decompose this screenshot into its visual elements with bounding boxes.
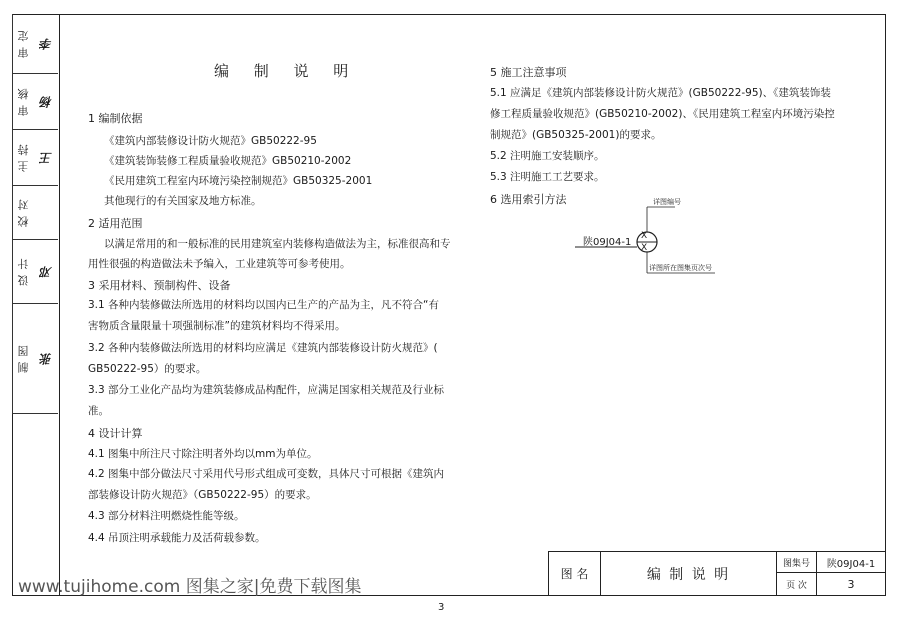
title-block (548, 551, 886, 596)
sidebar-row (12, 74, 58, 130)
text-line: 4.4 吊顶注明承载能力及活荷载参数。 (88, 532, 266, 544)
section-heading: 5 施工注意事项 (490, 66, 567, 79)
page-label: 页 次 (777, 573, 817, 595)
watermark: www.tujihome.com 图集之家|免费下载图集 (18, 577, 362, 597)
section-heading: 4 设计计算 (88, 427, 143, 440)
page-number: 3 (438, 602, 445, 613)
sidebar-row (12, 240, 58, 304)
text-line: 害物质含量限量十项强制标准”的建筑材料均不得采用。 (88, 320, 346, 332)
atlas-code-label: 陕09J04-1 (583, 237, 632, 248)
sidebar-label: 制 图 (12, 304, 35, 413)
sidebar-row (12, 130, 58, 186)
text-line: 3.3 部分工业化产品均为建筑装修成品构配件，应满足国家相关规范及行业标 (88, 384, 445, 396)
page-value: 3 (847, 577, 855, 591)
text-line: 5.1 应满足《建筑内部装修设计防火规范》(GB50222-95)、《建筑装饰装 (490, 87, 831, 99)
sidebar-row (12, 304, 58, 414)
index-mark-upper: X (641, 231, 648, 241)
text-line: 部装修设计防火规范》（GB50222-95）的要求。 (88, 489, 317, 501)
section-heading: 3 采用材料、预制构件、设备 (88, 279, 231, 292)
atlas-number-value: 陕09J04-1 (817, 552, 885, 573)
signature: 邓 (39, 265, 54, 278)
sidebar-label: 审 核 (12, 74, 35, 129)
signature: 张 (39, 352, 54, 365)
text-line: 5.2 注明施工安装顺序。 (490, 150, 605, 162)
text-line: 《建筑装饰装修工程质量验收规范》GB50210-2002 (104, 155, 352, 167)
text-line: 4.3 部分材料注明燃烧性能等级。 (88, 510, 245, 522)
atlas-number-label: 图集号 (777, 552, 817, 573)
text-line: 3.1 各种内装修做法所选用的材料均以国内已生产的产品为主，凡不符合“有 (88, 299, 439, 311)
section-heading: 2 适用范围 (88, 217, 143, 230)
detail-page-label: 详图所在图集页次号 (649, 264, 712, 272)
text-line: 准。 (88, 405, 109, 417)
signature (34, 186, 58, 239)
text-line: 《民用建筑工程室内环境污染控制规范》GB50325-2001 (104, 175, 373, 187)
sidebar-label: 主 持 (12, 130, 35, 185)
text-line: 3.2 各种内装修做法所选用的材料均应满足《建筑内部装修设计防火规范》( (88, 342, 438, 354)
text-line: 制规范》(GB50325-2001)的要求。 (490, 129, 662, 141)
page-title: 编 制 说 明 (214, 62, 359, 80)
title-block-name: 编 制 说 明 (601, 552, 777, 595)
text-line: 4.1 图集中所注尺寸除注明者外均以mm为单位。 (88, 448, 318, 460)
sidebar-label: 设 计 (12, 240, 35, 303)
index-mark-lower: X (641, 243, 648, 253)
section-heading: 1 编制依据 (88, 112, 143, 125)
sidebar-row (12, 186, 58, 240)
sidebar-label: 审 定 (12, 14, 35, 73)
signature: 杨 (39, 95, 54, 108)
text-line: 修工程质量验收规范》(GB50210-2002)、《民用建筑工程室内环境污染控 (490, 108, 835, 120)
signature: 李 (39, 37, 54, 50)
sidebar-row (12, 14, 58, 74)
signature: 王 (39, 151, 54, 164)
text-line: 《建筑内部装修设计防火规范》GB50222-95 (104, 135, 317, 147)
text-line: 其他现行的有关国家及地方标准。 (104, 195, 262, 207)
title-block-name-label: 图 名 (549, 552, 601, 595)
index-diagram (575, 195, 745, 275)
text-line: GB50222-95）的要求。 (88, 363, 207, 375)
sidebar-label: 校 对 (12, 186, 35, 239)
text-line: 用性很强的构造做法未予编入，工业建筑等可参考使用。 (88, 258, 351, 270)
signature-sidebar (12, 14, 60, 596)
text-line: 4.2 图集中部分做法尺寸采用代号形式组成可变数，具体尺寸可根据《建筑内 (88, 468, 445, 480)
section-heading: 6 选用索引方法 (490, 193, 567, 206)
text-line: 5.3 注明施工工艺要求。 (490, 171, 605, 183)
detail-number-label: 详图编号 (653, 198, 681, 206)
text-line: 以满足常用的和一般标准的民用建筑室内装修构造做法为主，标准很高和专 (104, 238, 451, 250)
